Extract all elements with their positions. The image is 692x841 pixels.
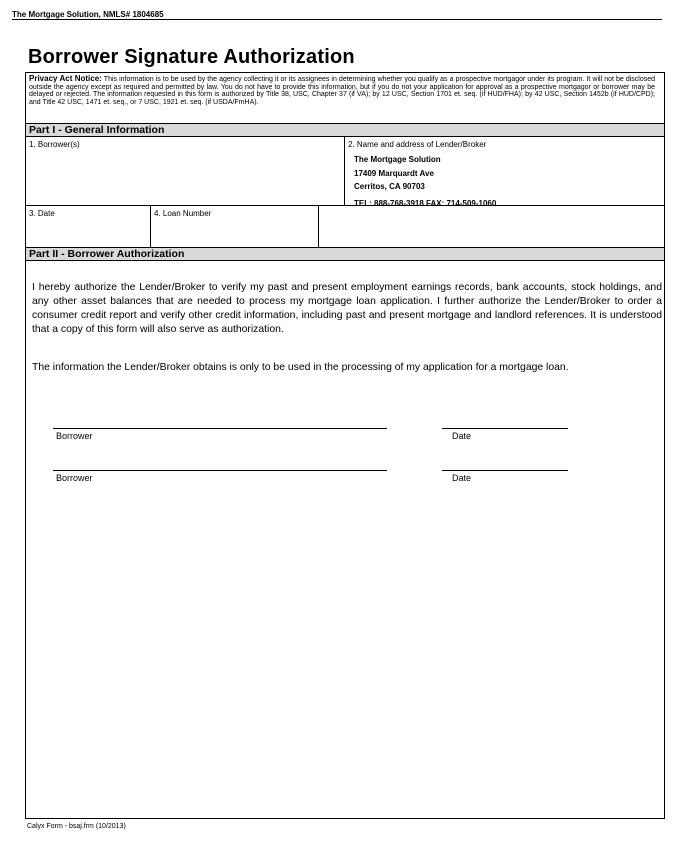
footer-form-id: Calyx Form - bsaj.frm (10/2013) bbox=[27, 823, 126, 830]
information-use-statement: The information the Lender/Broker obtains is only to be used in the processing of my application for a mortgage loan. bbox=[32, 362, 569, 373]
date-field[interactable] bbox=[26, 206, 150, 247]
divider bbox=[318, 206, 319, 247]
loan-number-field[interactable] bbox=[151, 206, 318, 247]
form-title: Borrower Signature Authorization bbox=[28, 46, 355, 68]
privacy-act-notice bbox=[29, 75, 655, 106]
borrower-label-1: Borrower bbox=[56, 431, 93, 441]
borrower-label-2: Borrower bbox=[56, 473, 93, 483]
lender-label: 2. Name and address of Lender/Broker bbox=[348, 140, 487, 149]
borrower-signature-line-2[interactable] bbox=[53, 470, 387, 471]
part1-header: Part I - General Information bbox=[26, 123, 664, 137]
date-signature-line-1[interactable] bbox=[442, 428, 568, 429]
form-frame bbox=[25, 72, 665, 819]
lender-name: The Mortgage Solution bbox=[354, 155, 441, 164]
borrowers-field[interactable] bbox=[26, 137, 344, 205]
header-company-nmls: The Mortgage Solution, NMLS# 1804685 bbox=[12, 10, 164, 19]
lender-city: Cerritos, CA 90703 bbox=[354, 182, 425, 191]
privacy-text: This information is to be used by the agency collecting it or its assignees in determining whether you qualify as a prospective mortgagor under its program. It will not be disclosed outside the agency except as required and permitted by law. You do not have to provide this information, but if you do not your application for approval as a prospective mortgagor or borrower may be delayed or rejected. The information requested in this form is authorized by Title 38, USC, Chapter 37 (if VA); by 12 USC, Section 1701 et. seq. (if HUD/FHA); by 42 USC, Section 1452b (if HUD/CPD); and Title 42 USC, 1471 et. seq., or 7 USC, 1921 et. seq. (if USDA/FmHA). bbox=[29, 76, 656, 106]
date-sig-label-2: Date bbox=[452, 473, 472, 483]
lender-address-block bbox=[354, 153, 496, 205]
authorization-paragraph: I hereby authorize the Lender/Broker to verify my past and present employment earnings records, bank accounts, stock holdings, and any other asset balances that are needed to process my mortgage loan application. I further authorize the Lender/Broker to order a consumer credit report and verify other credit information, including past and present mortgage and landlord references. It is understood that a copy of this form will also serve as authorization. bbox=[32, 282, 662, 335]
loan-number-label: 4. Loan Number bbox=[154, 209, 212, 218]
lender-broker-field bbox=[345, 137, 664, 205]
borrowers-label: 1. Borrower(s) bbox=[29, 140, 80, 149]
date-sig-label-1: Date bbox=[452, 431, 472, 441]
date-label: 3. Date bbox=[29, 209, 55, 218]
lender-street: 17409 Marquardt Ave bbox=[354, 168, 434, 178]
borrower-signature-line-1[interactable] bbox=[53, 428, 387, 429]
date-signature-line-2[interactable] bbox=[442, 470, 568, 471]
header-rule bbox=[12, 19, 662, 20]
privacy-label: Privacy Act Notice: bbox=[29, 74, 102, 83]
part2-header: Part II - Borrower Authorization bbox=[26, 247, 664, 261]
lender-contact: TEL: 888-768-3918 FAX: 714-509-1060 bbox=[354, 198, 497, 205]
